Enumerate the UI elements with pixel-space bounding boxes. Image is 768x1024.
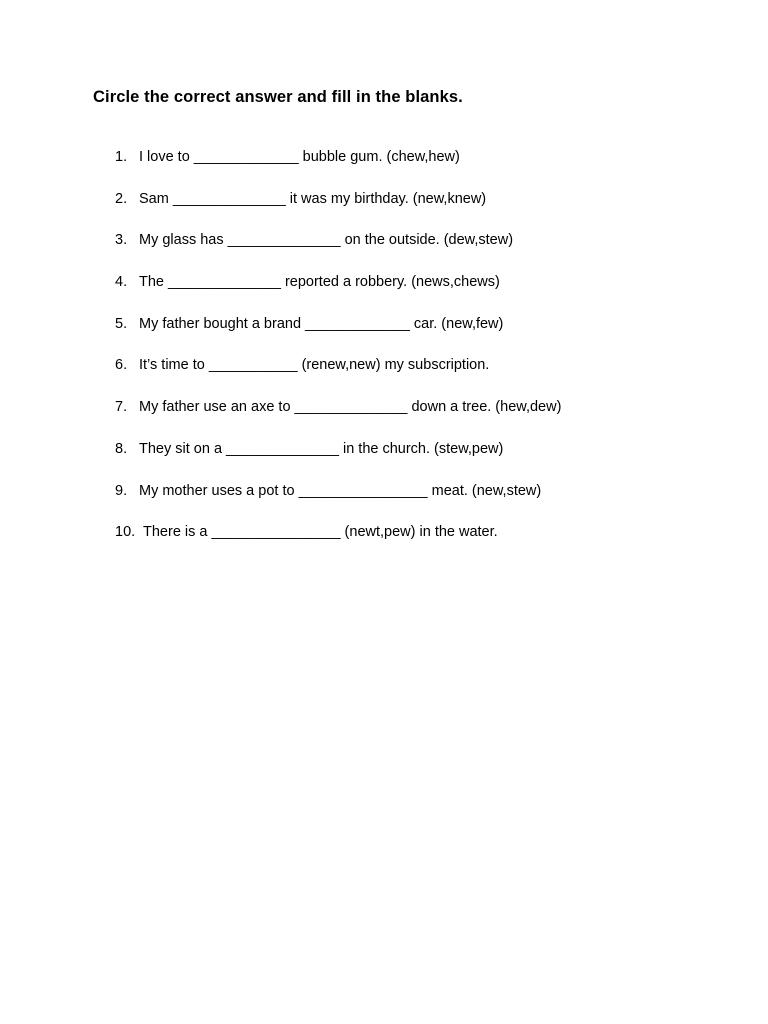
question-item — [115, 189, 561, 231]
question-text: My mother uses a pot to ________________ meat. (new,stew) — [139, 482, 542, 499]
question-number: 5. — [115, 315, 128, 332]
question-text: There is a ________________ (newt,pew) in the water. — [143, 524, 498, 541]
question-text: The ______________ reported a robbery. (news,chews) — [139, 274, 500, 291]
question-text: They sit on a ______________ in the church. (stew,pew) — [139, 440, 504, 457]
question-text: My glass has ______________ on the outside. (dew,stew) — [139, 232, 514, 249]
question-item — [115, 314, 561, 356]
question-text: Sam ______________ it was my birthday. (new,knew) — [139, 190, 487, 207]
question-number: 3. — [115, 232, 128, 249]
question-item — [115, 439, 561, 481]
question-number: 9. — [115, 482, 128, 499]
question-item — [115, 272, 561, 314]
question-item — [115, 230, 561, 272]
question-number: 1. — [115, 149, 128, 165]
question-number: 6. — [115, 357, 128, 374]
question-item — [115, 522, 561, 564]
question-number: 4. — [115, 274, 128, 291]
question-number: 2. — [115, 190, 128, 207]
question-number: 7. — [115, 399, 128, 416]
worksheet-title: Circle the correct answer and fill in the blanks. — [93, 88, 463, 106]
question-item — [115, 355, 561, 397]
question-text: I love to _____________ bubble gum. (chew,hew) — [139, 149, 460, 165]
question-number: 10. — [115, 524, 136, 541]
question-item — [115, 481, 561, 523]
question-item — [115, 147, 561, 189]
question-list — [115, 147, 561, 564]
question-text: It’s time to ___________ (renew,new) my subscription. — [139, 357, 490, 374]
question-number: 8. — [115, 440, 128, 457]
question-item — [115, 397, 561, 439]
question-text: My father use an axe to ______________ down a tree. (hew,dew) — [139, 399, 562, 416]
question-text: My father bought a brand _____________ car. (new,few) — [139, 315, 504, 332]
